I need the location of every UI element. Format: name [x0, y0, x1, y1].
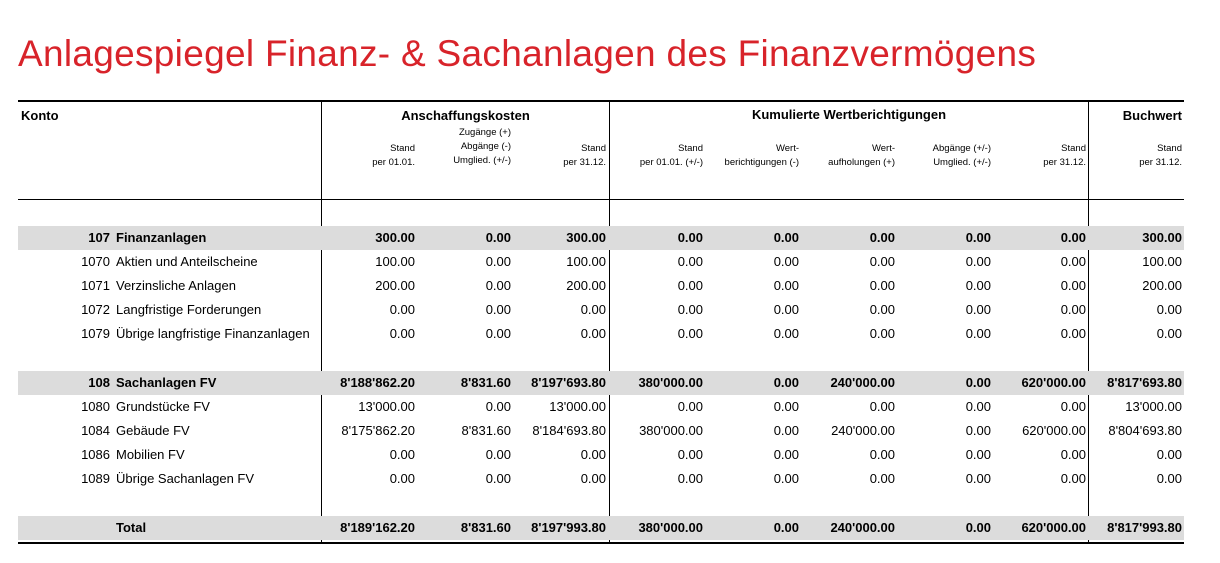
cell-wb-stand-0101: 380'000.00 — [639, 423, 703, 438]
subheader-stand-3112-line-0: Stand — [581, 143, 606, 154]
cell-wb-wertberichtigungen: 0.00 — [773, 471, 799, 486]
cell-ak-stand-0101: 8'189'162.20 — [340, 520, 415, 535]
cell-ak-stand-3112: 13'000.00 — [549, 399, 606, 414]
subheader-wertberichtigungen-line-1: berichtigungen (-) — [724, 157, 799, 168]
subheader-wb-stand-3112-line-0: Stand — [1061, 143, 1086, 154]
account-label: Verzinsliche Anlagen — [116, 278, 236, 293]
cell-wb-abgaenge: 0.00 — [965, 399, 991, 414]
subheader-wb-stand-3112-line-1: per 31.12. — [1043, 157, 1086, 168]
cell-ak-zugaenge: 0.00 — [485, 399, 511, 414]
cell-ak-stand-0101: 0.00 — [389, 447, 415, 462]
account-code: 108 — [88, 375, 110, 390]
subheader-stand-0101-line-0: Stand — [390, 143, 415, 154]
cell-wb-stand-3112: 0.00 — [1060, 278, 1086, 293]
cell-wb-abgaenge: 0.00 — [965, 375, 991, 390]
table-row — [18, 322, 1184, 346]
cell-ak-zugaenge: 0.00 — [485, 326, 511, 341]
cell-ak-stand-3112: 300.00 — [566, 230, 606, 245]
subheader-wertaufholungen-line-1: aufholungen (+) — [828, 157, 895, 168]
cell-buchwert: 0.00 — [1156, 302, 1182, 317]
total-row — [18, 516, 1184, 540]
cell-wb-stand-3112: 0.00 — [1060, 254, 1086, 269]
header-konto: Konto — [21, 108, 59, 123]
cell-ak-zugaenge: 8'831.60 — [460, 375, 511, 390]
cell-wb-abgaenge: 0.00 — [965, 326, 991, 341]
cell-buchwert: 0.00 — [1156, 447, 1182, 462]
cell-wb-stand-3112: 0.00 — [1060, 326, 1086, 341]
cell-ak-zugaenge: 8'831.60 — [460, 520, 511, 535]
account-code: 1084 — [81, 423, 110, 438]
cell-wb-abgaenge: 0.00 — [965, 254, 991, 269]
cell-ak-stand-3112: 0.00 — [580, 302, 606, 317]
cell-wb-abgaenge: 0.00 — [965, 278, 991, 293]
cell-wb-wertaufholungen: 0.00 — [869, 230, 895, 245]
subheader-zugaenge-abgaenge-line-0: Zugänge (+) — [458, 127, 511, 138]
cell-wb-abgaenge: 0.00 — [965, 230, 991, 245]
cell-wb-stand-0101: 0.00 — [677, 399, 703, 414]
cell-wb-stand-3112: 0.00 — [1060, 471, 1086, 486]
table-row — [18, 395, 1184, 419]
account-label: Sachanlagen FV — [116, 375, 217, 390]
cell-wb-abgaenge: 0.00 — [965, 302, 991, 317]
account-label: Grundstücke FV — [116, 399, 210, 414]
cell-ak-stand-3112: 100.00 — [566, 254, 606, 269]
cell-ak-stand-0101: 0.00 — [389, 326, 415, 341]
cell-wb-stand-3112: 0.00 — [1060, 302, 1086, 317]
cell-wb-stand-3112: 0.00 — [1060, 230, 1086, 245]
account-code: 107 — [88, 230, 110, 245]
cell-wb-wertaufholungen: 240'000.00 — [830, 520, 895, 535]
cell-ak-stand-3112: 8'197'993.80 — [531, 520, 606, 535]
group-row — [18, 371, 1184, 395]
cell-wb-stand-0101: 0.00 — [677, 302, 703, 317]
cell-ak-zugaenge: 0.00 — [485, 254, 511, 269]
cell-wb-abgaenge: 0.00 — [965, 447, 991, 462]
table-row — [18, 467, 1184, 491]
cell-buchwert: 8'817'693.80 — [1107, 375, 1182, 390]
cell-ak-zugaenge: 0.00 — [485, 278, 511, 293]
cell-buchwert: 100.00 — [1142, 254, 1182, 269]
cell-buchwert: 8'804'693.80 — [1108, 423, 1182, 438]
cell-buchwert: 0.00 — [1156, 471, 1182, 486]
cell-wb-wertaufholungen: 0.00 — [869, 278, 895, 293]
subheader-wb-stand-0101-line-0: Stand — [678, 143, 703, 154]
cell-wb-stand-0101: 0.00 — [677, 230, 703, 245]
cell-wb-wertaufholungen: 240'000.00 — [831, 423, 895, 438]
cell-wb-stand-0101: 0.00 — [677, 278, 703, 293]
account-code: 1086 — [81, 447, 110, 462]
table-row — [18, 419, 1184, 443]
cell-wb-wertberichtigungen: 0.00 — [773, 423, 799, 438]
account-label: Übrige langfristige Finanzanlagen — [116, 326, 310, 341]
cell-wb-abgaenge: 0.00 — [965, 520, 991, 535]
cell-ak-stand-0101: 200.00 — [375, 278, 415, 293]
cell-buchwert: 0.00 — [1156, 326, 1182, 341]
header-kumulierte-wertberichtigungen: Kumulierte Wertberichtigungen — [751, 107, 947, 122]
subheader-abgaenge-umglied-line-1: Umglied. (+/-) — [933, 157, 991, 168]
cell-wb-stand-0101: 0.00 — [677, 471, 703, 486]
cell-wb-wertaufholungen: 0.00 — [869, 471, 895, 486]
subheader-wertaufholungen-line-0: Wert- — [871, 143, 895, 154]
subheader-wb-stand-0101-line-1: per 01.01. (+/-) — [639, 157, 703, 168]
account-code: 1079 — [81, 326, 110, 341]
cell-buchwert: 13'000.00 — [1125, 399, 1182, 414]
subheader-buchwert-stand-3112-line-1: per 31.12. — [1139, 157, 1182, 168]
cell-ak-stand-0101: 300.00 — [375, 230, 415, 245]
account-code: 1071 — [81, 278, 110, 293]
cell-ak-zugaenge: 0.00 — [485, 230, 511, 245]
cell-ak-stand-0101: 8'188'862.20 — [340, 375, 415, 390]
subheader-abgaenge-umglied-line-0: Abgänge (+/-) — [932, 143, 991, 154]
cell-wb-stand-3112: 620'000.00 — [1021, 375, 1086, 390]
account-label: Aktien und Anteilscheine — [116, 254, 258, 269]
account-code: 1072 — [81, 302, 110, 317]
cell-buchwert: 200.00 — [1142, 278, 1182, 293]
account-code: 1089 — [81, 471, 110, 486]
cell-buchwert: 300.00 — [1142, 230, 1182, 245]
cell-ak-stand-0101: 100.00 — [375, 254, 415, 269]
cell-ak-stand-3112: 8'197'693.80 — [531, 375, 606, 390]
account-label: Übrige Sachanlagen FV — [116, 471, 255, 486]
cell-wb-stand-3112: 620'000.00 — [1021, 520, 1086, 535]
subheader-stand-0101-line-1: per 01.01. — [372, 157, 415, 168]
cell-wb-wertaufholungen: 0.00 — [869, 399, 895, 414]
cell-wb-wertberichtigungen: 0.00 — [773, 447, 799, 462]
table-row — [18, 274, 1184, 298]
cell-wb-stand-0101: 380'000.00 — [638, 520, 703, 535]
asset-schedule-table — [18, 100, 1184, 544]
subheader-zugaenge-abgaenge-line-2: Umglied. (+/-) — [453, 155, 511, 166]
table-row — [18, 250, 1184, 274]
account-label: Gebäude FV — [116, 423, 190, 438]
cell-wb-stand-0101: 0.00 — [677, 254, 703, 269]
cell-wb-stand-3112: 620'000.00 — [1022, 423, 1086, 438]
cell-ak-stand-0101: 0.00 — [389, 471, 415, 486]
cell-wb-stand-0101: 380'000.00 — [638, 375, 703, 390]
cell-wb-abgaenge: 0.00 — [965, 471, 991, 486]
cell-wb-stand-0101: 0.00 — [677, 326, 703, 341]
cell-wb-wertberichtigungen: 0.00 — [773, 326, 799, 341]
subheader-zugaenge-abgaenge-line-1: Abgänge (-) — [460, 141, 511, 152]
cell-ak-stand-3112: 0.00 — [580, 447, 606, 462]
cell-wb-wertberichtigungen: 0.00 — [773, 230, 799, 245]
cell-ak-stand-3112: 0.00 — [580, 471, 606, 486]
account-code: 1080 — [81, 399, 110, 414]
cell-wb-wertaufholungen: 0.00 — [869, 254, 895, 269]
cell-wb-wertberichtigungen: 0.00 — [773, 254, 799, 269]
account-label: Total — [116, 520, 147, 535]
cell-wb-wertaufholungen: 240'000.00 — [830, 375, 895, 390]
cell-ak-stand-3112: 8'184'693.80 — [532, 423, 606, 438]
subheader-stand-3112-line-1: per 31.12. — [563, 157, 606, 168]
cell-ak-zugaenge: 8'831.60 — [461, 423, 511, 438]
table-row — [18, 443, 1184, 467]
cell-wb-wertberichtigungen: 0.00 — [773, 520, 799, 535]
account-label: Finanzanlagen — [116, 230, 207, 245]
cell-wb-stand-3112: 0.00 — [1060, 399, 1086, 414]
cell-ak-zugaenge: 0.00 — [485, 302, 511, 317]
cell-wb-stand-3112: 0.00 — [1060, 447, 1086, 462]
cell-ak-stand-0101: 0.00 — [389, 302, 415, 317]
cell-wb-wertberichtigungen: 0.00 — [773, 278, 799, 293]
cell-ak-stand-0101: 8'175'862.20 — [341, 423, 415, 438]
cell-ak-zugaenge: 0.00 — [485, 447, 511, 462]
account-code: 1070 — [81, 254, 110, 269]
cell-wb-wertberichtigungen: 0.00 — [773, 302, 799, 317]
cell-wb-wertaufholungen: 0.00 — [869, 447, 895, 462]
cell-wb-wertberichtigungen: 0.00 — [773, 399, 799, 414]
cell-wb-wertberichtigungen: 0.00 — [773, 375, 799, 390]
cell-wb-wertaufholungen: 0.00 — [869, 326, 895, 341]
cell-buchwert: 8'817'993.80 — [1107, 520, 1182, 535]
cell-wb-wertaufholungen: 0.00 — [869, 302, 895, 317]
page-title: Anlagespiegel Finanz- & Sachanlagen des Finanzvermögens — [18, 33, 1037, 74]
group-row — [18, 226, 1184, 250]
account-label: Mobilien FV — [116, 447, 185, 462]
subheader-wertberichtigungen-line-0: Wert- — [775, 143, 799, 154]
subheader-buchwert-stand-3112-line-0: Stand — [1157, 143, 1182, 154]
header-divider — [18, 199, 1184, 200]
cell-ak-stand-3112: 200.00 — [566, 278, 606, 293]
table-row — [18, 298, 1184, 322]
header-anschaffungskosten: Anschaffungskosten — [401, 108, 530, 123]
cell-wb-abgaenge: 0.00 — [965, 423, 991, 438]
cell-ak-stand-3112: 0.00 — [580, 326, 606, 341]
header-buchwert: Buchwert — [1122, 108, 1182, 123]
cell-ak-stand-0101: 13'000.00 — [358, 399, 415, 414]
account-label: Langfristige Forderungen — [116, 302, 262, 317]
cell-ak-zugaenge: 0.00 — [485, 471, 511, 486]
cell-wb-stand-0101: 0.00 — [677, 447, 703, 462]
